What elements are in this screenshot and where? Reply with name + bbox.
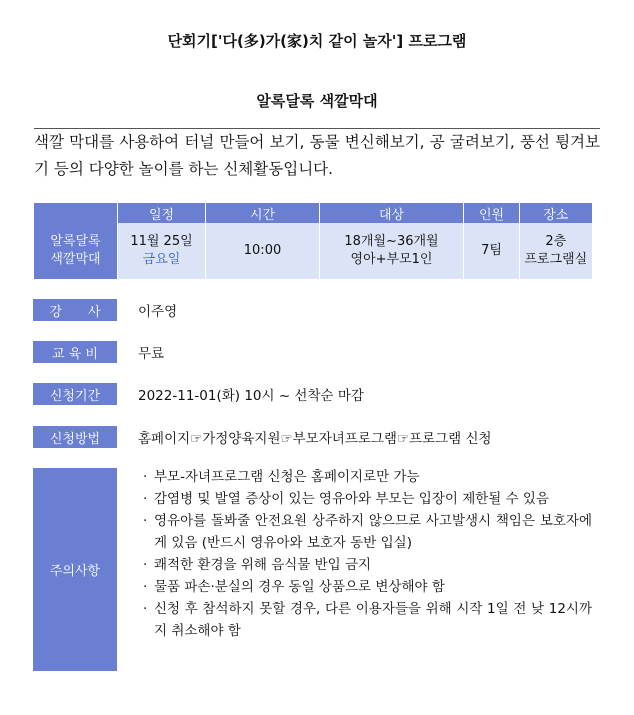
target-cell (320, 223, 464, 279)
place-room: 프로그램실 (524, 252, 588, 267)
program-line: 알록달록 (50, 234, 101, 249)
method-value: 홈페이지☞가정양육지원☞부모자녀프로그램☞프로그램 신청 (138, 431, 492, 447)
method-label: 신청방법 (33, 426, 117, 448)
instructor-value: 이주영 (138, 304, 178, 320)
time-cell: 10:00 (206, 223, 320, 279)
list-item: · 부모-자녀프로그램 신청은 홈페이지로만 가능 (140, 466, 592, 488)
table-header-cell: 시간 (206, 203, 320, 223)
instructor-label: 강 사 (33, 299, 117, 321)
fee-value: 무료 (138, 346, 165, 362)
period-value: 2022-11-01(화) 10시 ~ 선착순 마감 (138, 388, 364, 404)
list-item: · 감염병 및 발열 증상이 있는 영유아와 부모는 입장이 제한될 수 있음 (140, 488, 592, 510)
notes-label: 주의사항 (33, 468, 117, 671)
table-row (34, 223, 592, 279)
list-item: · 쾌적한 환경을 위해 음식물 반입 금지 (140, 554, 592, 576)
program-description: 색깔 막대를 사용하여 터널 만들어 보기, 동물 변신해보기, 공 굴려보기, 풍선 튕겨보기 등의 다양한 놀이를 하는 신체활동입니다. (34, 128, 600, 183)
fee-label: 교 육 비 (33, 341, 117, 363)
target-group: 영아+부모1인 (350, 252, 433, 267)
place-cell (520, 223, 592, 279)
table-header-cell: 대상 (320, 203, 464, 223)
date-cell (118, 223, 206, 279)
date-text: 11월 25일 (130, 234, 193, 249)
schedule-table (33, 203, 592, 279)
weekday-text: 금요일 (142, 252, 181, 267)
people-cell: 7팀 (464, 223, 520, 279)
list-item: · 신청 후 참석하지 못할 경우, 다른 이용자들을 위해 시작 1일 전 낮 12시까지 취소해야 함 (140, 598, 592, 642)
program-name: 알록달록 색깔막대 (256, 92, 378, 110)
program-line: 색깔막대 (50, 252, 101, 267)
table-header-cell (34, 203, 118, 223)
page-title: 단회기['다(多)가(家)치 같이 놀자'] 프로그램 (167, 32, 467, 50)
table-header-cell: 장소 (520, 203, 592, 223)
place-floor: 2층 (545, 234, 567, 249)
table-header-cell: 인원 (464, 203, 520, 223)
notes-list (140, 466, 592, 642)
program-cell (34, 223, 118, 279)
period-label: 신청기간 (33, 383, 117, 405)
list-item: · 물품 파손·분실의 경우 동일 상품으로 변상해야 함 (140, 576, 592, 598)
table-header-row (34, 203, 592, 223)
list-item: · 영유아를 돌봐줄 안전요원 상주하지 않으므로 사고발생시 책임은 보호자에게 있음 (반드시 영유아와 보호자 동반 입실) (140, 510, 592, 554)
target-age: 18개월~36개월 (344, 234, 439, 249)
table-header-cell: 일정 (118, 203, 206, 223)
